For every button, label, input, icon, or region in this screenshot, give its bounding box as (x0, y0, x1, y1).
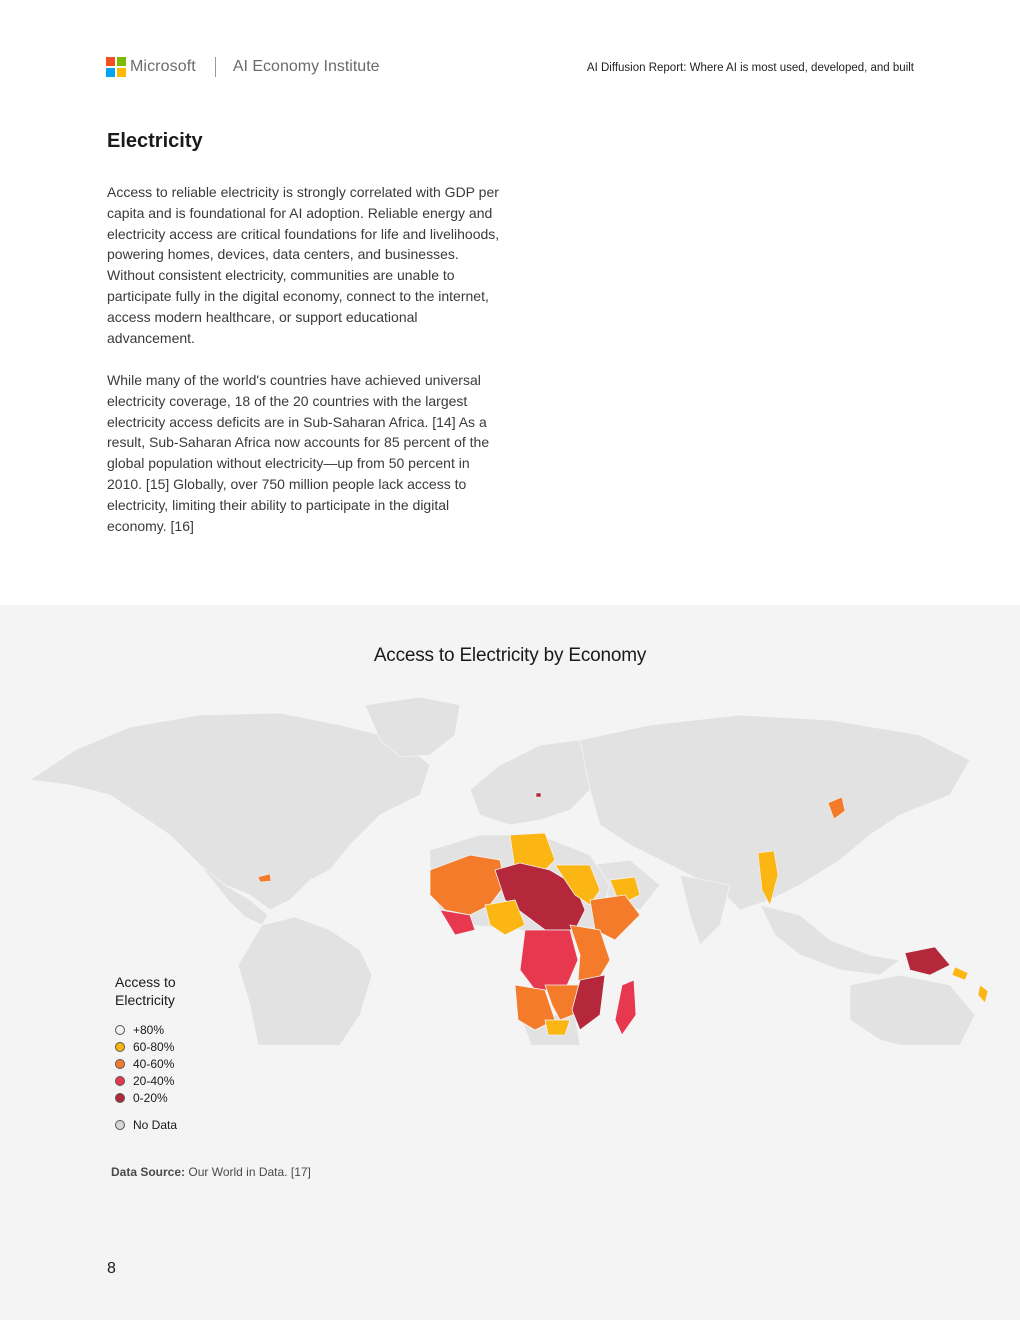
legend-item-60-80 (115, 1038, 275, 1055)
map-india (680, 875, 730, 945)
legend-label: 20-40% (133, 1073, 175, 1088)
map-region-png-darkred (905, 947, 950, 975)
legend-swatch (115, 1059, 125, 1069)
map-region-solomon-yellow (952, 967, 968, 980)
map-europe (470, 740, 600, 825)
legend-swatch (115, 1025, 125, 1035)
brand-lockup (106, 56, 380, 78)
legend-label: +80% (133, 1022, 165, 1037)
map-legend (115, 973, 275, 1133)
brand-divider (215, 57, 216, 77)
legend-title: Access to Electricity (115, 974, 176, 1008)
map-north-america (30, 713, 430, 910)
page-header (106, 56, 914, 80)
legend-item-80plus (115, 1021, 275, 1038)
legend-item-40-60 (115, 1055, 275, 1072)
legend-swatch (115, 1042, 125, 1052)
map-australia (850, 975, 975, 1045)
paragraph-electricity-intro: Access to reliable electricity is strongly correlated with GDP per capita and is foundational for AI adoption. Reliable energy and electricity access are critical foundations for life and livelihoods, powering homes, devices, data centers, and businesses. Without consistent electricity, communities are unable to participate fully in the digital economy, connect to the internet, access modern healthcare, or support educational advancement. (107, 184, 500, 346)
chart-title: Access to Electricity by Economy (373, 645, 647, 666)
brand-name: Microsoft (130, 58, 196, 75)
map-panel (0, 605, 1020, 1320)
map-region-vanuatu-yellow (978, 985, 988, 1003)
data-source (111, 1165, 311, 1179)
section-title: Electricity (107, 130, 203, 152)
microsoft-logo-icon (106, 57, 126, 77)
legend-swatch (115, 1076, 125, 1086)
legend-swatch (115, 1120, 125, 1130)
legend-label: 60-80% (133, 1039, 175, 1054)
institute-name: AI Economy Institute (232, 58, 380, 75)
map-southeast-asia (760, 905, 900, 975)
map-region-caucasus-darkred (536, 793, 541, 797)
map-region-drc-red (520, 930, 578, 990)
legend-item-20-40 (115, 1072, 275, 1089)
paragraph-electricity-deficits: While many of the world's countries have achieved universal electricity coverage, 18 of the 20 countries with the largest electricity access deficits are in Sub-Saharan Africa. [14] As a result, Sub-Saharan Africa now accounts for 85 percent of the global population without electricity—up from 50 percent in 2010. [15] Globally, over 750 million people lack access to electricity, limiting their ability to participate in the digital economy. [16] (107, 372, 490, 534)
map-region-madagascar-red (615, 980, 636, 1035)
page-number: 8 (107, 1260, 116, 1277)
legend-swatch (115, 1093, 125, 1103)
map-region-mozambique-darkred (572, 975, 605, 1030)
legend-label: No Data (133, 1117, 178, 1132)
legend-item-no-data (115, 1116, 275, 1133)
data-source-text: Our World in Data. [17] (188, 1165, 311, 1179)
report-title: AI Diffusion Report: Where AI is most used, developed, and built (586, 62, 914, 74)
legend-item-0-20 (115, 1089, 275, 1106)
legend-label: 0-20% (133, 1090, 168, 1105)
data-source-label: Data Source: (111, 1165, 186, 1179)
legend-label: 40-60% (133, 1056, 175, 1071)
